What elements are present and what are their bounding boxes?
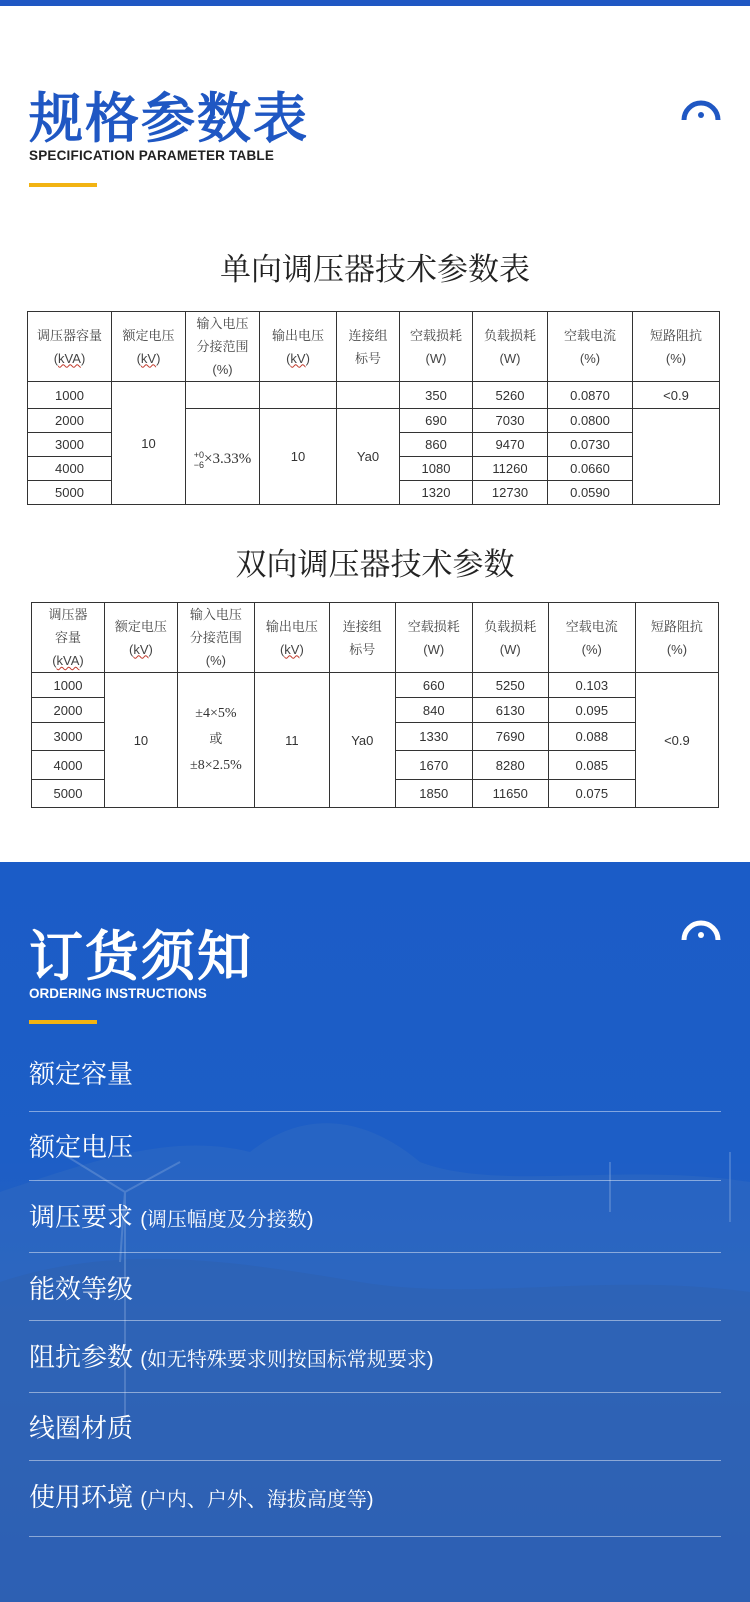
cell-no-load-loss: 1330 xyxy=(395,723,472,751)
header-output-voltage: 输出电压 (kV) xyxy=(254,603,329,673)
cell-no-load-current: 0.085 xyxy=(548,751,635,780)
ordering-section xyxy=(0,862,750,1602)
order-item-environment: 使用环境 (户内、户外、海拔高度等) xyxy=(29,1461,721,1537)
gauge-icon xyxy=(680,917,722,943)
cell-no-load-loss: 1670 xyxy=(395,751,472,780)
cell-load-loss: 5250 xyxy=(472,673,548,698)
cell-empty xyxy=(337,382,400,409)
cell-impedance: <0.9 xyxy=(635,673,718,808)
cell-no-load-current: 0.0590 xyxy=(548,481,633,505)
ordering-list xyxy=(29,1046,721,1537)
cell-tap-range: +0 −6 ×3.33% xyxy=(186,409,260,505)
order-item-efficiency: 能效等级 xyxy=(29,1253,721,1321)
cell-capacity: 4000 xyxy=(32,751,105,780)
cell-no-load-loss: 840 xyxy=(395,698,472,723)
order-item-impedance: 阻抗参数 (如无特殊要求则按国标常规要求) xyxy=(29,1321,721,1393)
spec-section-title: 规格参数表 xyxy=(29,89,309,149)
header-load-loss: 负载损耗 (W) xyxy=(473,312,548,382)
cell-no-load-current: 0.0870 xyxy=(548,382,633,409)
cell-capacity: 5000 xyxy=(32,780,105,808)
table-header-row xyxy=(32,603,719,673)
header-rated-voltage: 额定电压 (kV) xyxy=(104,603,177,673)
header-impedance: 短路阻抗 (%) xyxy=(635,603,718,673)
header-rated-voltage: 额定电压 (kV) xyxy=(112,312,186,382)
table2-heading: 双向调压器技术参数 xyxy=(235,547,515,582)
cell-load-loss: 11650 xyxy=(472,780,548,808)
header-no-load-loss: 空载损耗 (W) xyxy=(395,603,472,673)
header-impedance: 短路阻抗 (%) xyxy=(633,312,720,382)
cell-load-loss: 8280 xyxy=(472,751,548,780)
ordering-accent-line xyxy=(29,1020,97,1024)
cell-capacity: 3000 xyxy=(32,723,105,751)
header-no-load-current: 空载电流 (%) xyxy=(548,603,635,673)
cell-no-load-current: 0.0660 xyxy=(548,457,633,481)
cell-no-load-loss: 1320 xyxy=(400,481,473,505)
cell-empty xyxy=(633,409,720,505)
cell-load-loss: 12730 xyxy=(473,481,548,505)
cell-load-loss: 6130 xyxy=(472,698,548,723)
cell-no-load-current: 0.0800 xyxy=(548,409,633,433)
cell-output-voltage: 11 xyxy=(254,673,329,808)
cell-capacity: 1000 xyxy=(32,673,105,698)
header-capacity: 调压器 容量 (kVA) xyxy=(32,603,105,673)
cell-no-load-loss: 660 xyxy=(395,673,472,698)
gauge-icon xyxy=(680,97,722,123)
dual-regulator-table xyxy=(31,602,719,808)
cell-capacity: 3000 xyxy=(28,433,112,457)
cell-load-loss: 5260 xyxy=(473,382,548,409)
ordering-section-title: 订货须知 xyxy=(29,927,253,987)
cell-capacity: 4000 xyxy=(28,457,112,481)
cell-connection: Ya0 xyxy=(337,409,400,505)
cell-no-load-current: 0.095 xyxy=(548,698,635,723)
single-regulator-table xyxy=(27,311,720,505)
cell-empty xyxy=(186,382,260,409)
cell-load-loss: 11260 xyxy=(473,457,548,481)
cell-capacity: 2000 xyxy=(32,698,105,723)
cell-no-load-loss: 860 xyxy=(400,433,473,457)
cell-no-load-loss: 1080 xyxy=(400,457,473,481)
cell-load-loss: 7030 xyxy=(473,409,548,433)
cell-impedance: <0.9 xyxy=(633,382,720,409)
header-capacity: 调压器容量 (kVA) xyxy=(28,312,112,382)
cell-no-load-current: 0.075 xyxy=(548,780,635,808)
cell-no-load-loss: 1850 xyxy=(395,780,472,808)
cell-load-loss: 9470 xyxy=(473,433,548,457)
spec-section-subtitle: SPECIFICATION PARAMETER TABLE xyxy=(29,148,275,163)
top-accent-bar xyxy=(0,0,750,6)
order-item-coil-material: 线圈材质 xyxy=(29,1393,721,1461)
cell-connection: Ya0 xyxy=(329,673,395,808)
header-load-loss: 负载损耗 (W) xyxy=(472,603,548,673)
header-input-voltage: 输入电压 分接范围 (%) xyxy=(177,603,254,673)
cell-output-voltage: 10 xyxy=(260,409,337,505)
header-input-voltage: 输入电压 分接范围 (%) xyxy=(186,312,260,382)
header-connection: 连接组 标号 xyxy=(329,603,395,673)
cell-capacity: 1000 xyxy=(28,382,112,409)
cell-load-loss: 7690 xyxy=(472,723,548,751)
cell-no-load-current: 0.088 xyxy=(548,723,635,751)
spec-accent-line xyxy=(29,183,97,187)
table-row xyxy=(28,382,720,409)
cell-no-load-current: 0.0730 xyxy=(548,433,633,457)
cell-rated-voltage: 10 xyxy=(112,382,186,505)
cell-no-load-loss: 690 xyxy=(400,409,473,433)
table1-heading: 单向调压器技术参数表 xyxy=(220,252,530,287)
header-output-voltage: 输出电压 (kV) xyxy=(260,312,337,382)
table-header-row xyxy=(28,312,720,382)
header-no-load-current: 空载电流 (%) xyxy=(548,312,633,382)
header-connection: 连接组 标号 xyxy=(337,312,400,382)
table-row xyxy=(32,673,719,698)
order-item-regulation: 调压要求 (调压幅度及分接数) xyxy=(29,1181,721,1253)
header-no-load-loss: 空载损耗 (W) xyxy=(400,312,473,382)
order-item-voltage: 额定电压 xyxy=(29,1112,721,1181)
ordering-section-subtitle: ORDERING INSTRUCTIONS xyxy=(29,986,207,1001)
order-item-capacity: 额定容量 xyxy=(29,1046,721,1112)
cell-no-load-loss: 350 xyxy=(400,382,473,409)
cell-tap-range: ±4×5% 或 ±8×2.5% xyxy=(177,673,254,808)
cell-no-load-current: 0.103 xyxy=(548,673,635,698)
cell-capacity: 2000 xyxy=(28,409,112,433)
cell-rated-voltage: 10 xyxy=(104,673,177,808)
cell-empty xyxy=(260,382,337,409)
cell-capacity: 5000 xyxy=(28,481,112,505)
